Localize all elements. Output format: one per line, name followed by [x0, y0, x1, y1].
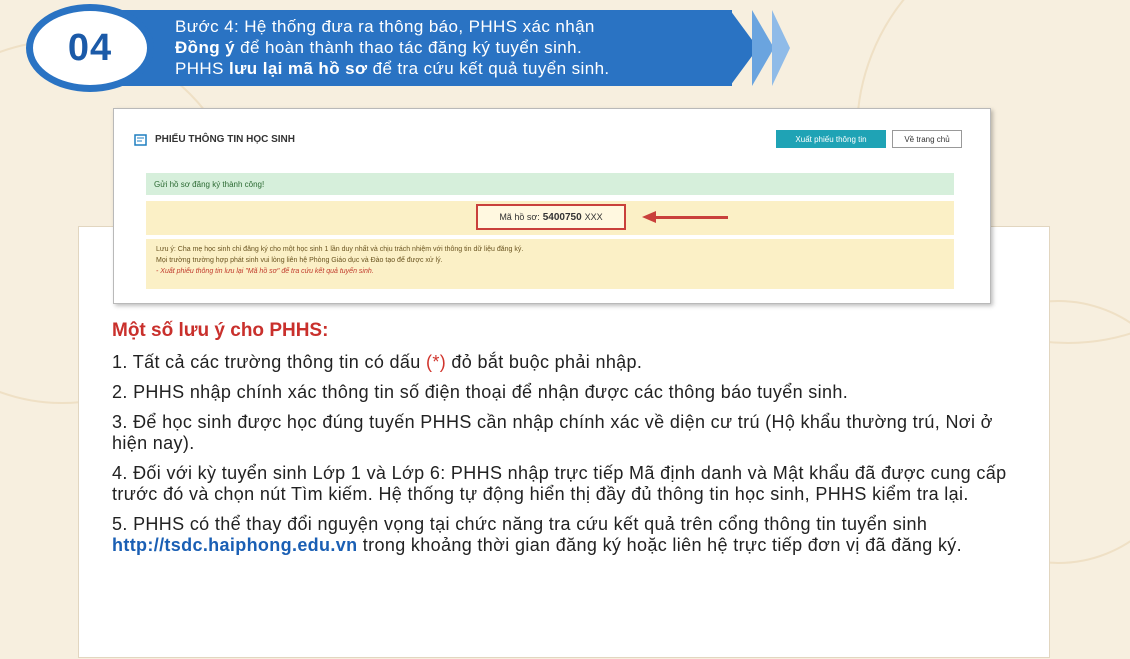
step-line-3-text: để tra cứu kết quả tuyển sinh. [367, 59, 610, 78]
student-info-screenshot [113, 108, 991, 304]
note-item-5 [112, 514, 1017, 556]
save-code-emphasis: lưu lại mã hồ sơ [228, 59, 368, 78]
chevron-icon [772, 10, 790, 86]
step-badge [26, 4, 154, 92]
note-item-1 [112, 352, 1017, 373]
step-line-2 [175, 37, 735, 58]
note-item-4: 4. Đối với kỳ tuyển sinh Lớp 1 và Lớp 6: PHHS nhập trực tiếp Mã định danh và Mật khẩu đã được cung cấp trước đó và chọn nút Tìm kiếm. Hệ thống tự động hiển thị đầy đủ thông tin học sinh, PHHS kiểm tra lại. [112, 463, 1007, 504]
step-line-3 [175, 58, 735, 79]
screenshot-header [134, 133, 295, 146]
notes-list [112, 352, 1017, 565]
note-item-2: 2. PHHS nhập chính xác thông tin số điện thoại để nhận được các thông báo tuyển sinh. [112, 382, 849, 402]
note-item-3: 3. Để học sinh được học đúng tuyến PHHS cần nhập chính xác về diện cư trú (Hộ khẩu thường trú, Nơi ở hiện nay). [112, 412, 993, 453]
note-text: đỏ bắt buộc phải nhập. [446, 352, 643, 372]
code-value: 5400750 [542, 211, 582, 223]
screenshot-title: PHIẾU THÔNG TIN HỌC SINH [155, 134, 296, 145]
note-text: trong khoảng thời gian đăng ký hoặc liên hệ trực tiếp đơn vị đã đăng ký. [357, 535, 963, 555]
agree-emphasis: Đồng ý [175, 38, 236, 57]
warning-alert [146, 239, 954, 289]
warning-line: Mọi trường trường hợp phát sinh vui lòng liên hệ Phòng Giáo dục và Đào tạo để được xử lý. [156, 257, 443, 264]
notes-title: Một số lưu ý cho PHHS: [112, 320, 329, 341]
arrow-shaft [654, 216, 728, 219]
chevron-icon [752, 10, 774, 86]
home-button[interactable]: Về trang chủ [892, 130, 962, 148]
warning-line: - Xuất phiếu thông tin lưu lại "Mã hồ sơ" để tra cứu kết quả tuyển sinh. [156, 268, 374, 275]
step-line-1: Bước 4: Hệ thống đưa ra thông báo, PHHS xác nhận [175, 17, 595, 36]
application-code-panel [146, 201, 954, 235]
step-number: 04 [67, 26, 113, 69]
export-info-button[interactable]: Xuất phiếu thông tin [776, 130, 886, 148]
application-code-box [476, 204, 626, 230]
success-alert: Gửi hồ sơ đăng ký thành công! [146, 173, 954, 195]
step-line-3-start: PHHS [175, 59, 229, 78]
portal-link[interactable]: http://tsdc.haiphong.edu.vn [112, 535, 358, 555]
step-description [175, 16, 735, 79]
step-line-2-text: để hoàn thành thao tác đăng ký tuyển sinh. [235, 38, 583, 57]
document-icon [134, 133, 147, 146]
step-banner [42, 6, 772, 90]
code-mask: XXX [584, 212, 603, 222]
required-mark: (*) [426, 352, 447, 372]
note-text: 1. Tất cả các trường thông tin có dấu [112, 352, 426, 372]
warning-line: Lưu ý: Cha mẹ học sinh chỉ đăng ký cho một học sinh 1 lần duy nhất và chịu trách nhiệm với thông tin dữ liệu đăng ký. [156, 246, 524, 253]
note-text: 5. PHHS có thể thay đổi nguyện vọng tại chức năng tra cứu kết quả trên cổng thông tin tuyển sinh [112, 514, 928, 534]
code-label: Mã hồ sơ: [499, 212, 540, 222]
